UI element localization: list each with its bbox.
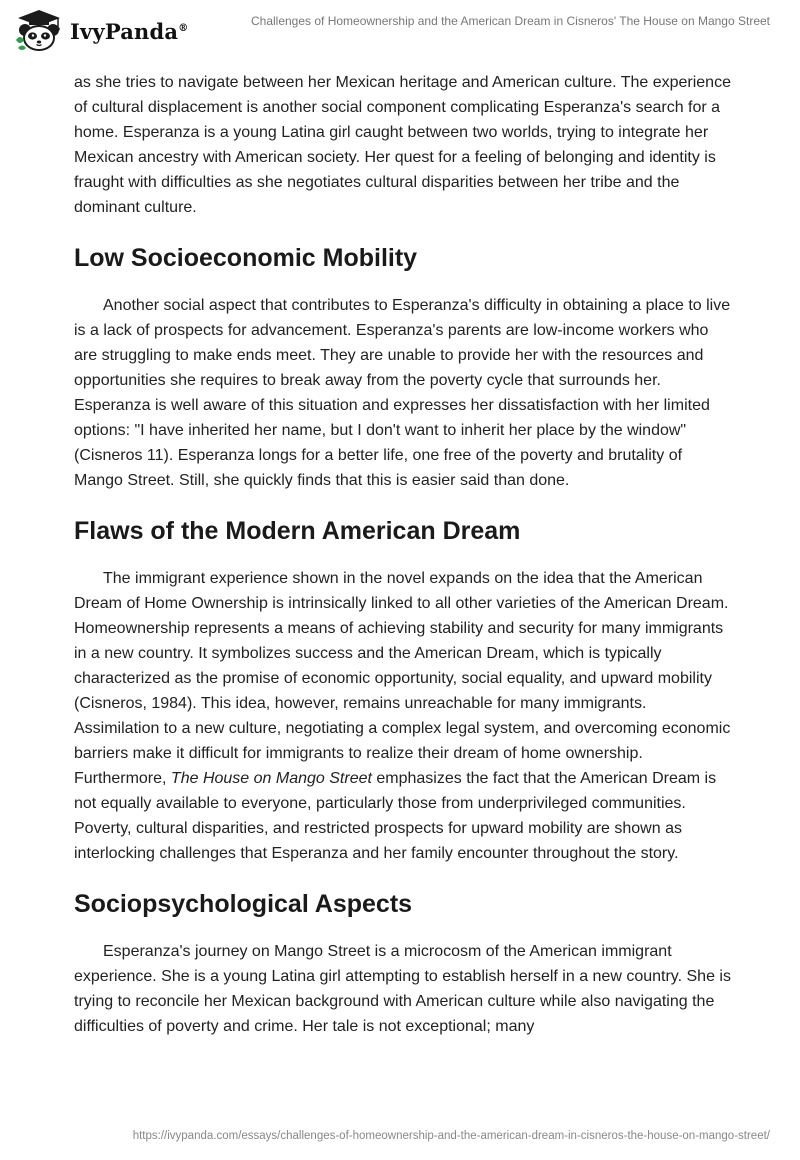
- section-heading-sociopsychological-aspects: Sociopsychological Aspects: [74, 890, 413, 918]
- section-paragraph: Esperanza's journey on Mango Street is a microcosm of the American immigrant experience. She is a young Latina girl attempting to establish herself in a new country. She is trying to reconcile her Mexican background with American culture while also navigating the difficulties of poverty and crime. Her tale is not exceptional; many: [74, 943, 731, 1035]
- source-url[interactable]: https://ivypanda.com/essays/challenges-of-homeownership-and-the-american-dream-in-cisneros-the-house-on-mango-street/: [132, 1130, 770, 1142]
- section-paragraph: [74, 566, 734, 866]
- paragraph-text: The immigrant experience shown in the novel expands on the idea that the American Dream of Home Ownership is intrinsically linked to all other varieties of the American Dream. Homeownership represents a means of achieving stability and security for many immigrants in a new country. It symbolizes success and the American Dream, which is typically characterized as the promise of economic opportunity, social equality, and upward mobility (Cisneros, 1984). This idea, however, remains unreachable for many immigrants. Assimilation to a new culture, negotiating a complex legal system, and overcoming economic barriers make it difficult for immigrants to realize their dream of home ownership. Furthermore,: [74, 570, 731, 787]
- registered-mark: ®: [178, 22, 189, 34]
- essay-content: [74, 70, 734, 1039]
- paragraph-text: emphasizes the fact that the American Dream is not equally available to everyone, particularly those from underprivileged communities. Poverty, cultural disparities, and restricted prospects for upward mobility are shown as interlocking challenges that Esperanza and her family encounter throughout the story.: [74, 770, 717, 862]
- section-paragraph: Another social aspect that contributes to Esperanza's difficulty in obtaining a place to live is a lack of prospects for advancement. Esperanza's parents are low-income workers who are struggling to make ends meet. They are unable to provide her with the resources and opportunities she requires to break away from the poverty cycle that surrounds her. Esperanza is well aware of this situation and expresses her dissatisfaction with her limited options: "I have inherited her name, but I don't want to inherit her place by the window" (Cisneros 11). Esperanza longs for a better life, one free of the poverty and brutality of Mango Street. Still, she quickly finds that this is easier said than done.: [74, 297, 731, 489]
- document-title: Challenges of Homeownership and the American Dream in Cisneros' The House on Mango Street: [250, 14, 770, 28]
- ivypanda-logo[interactable]: [14, 8, 188, 52]
- section-heading-flaws-of-american-dream: Flaws of the Modern American Dream: [74, 517, 521, 545]
- brand-name: IvyPanda®: [70, 18, 189, 44]
- intro-paragraph: as she tries to navigate between her Mexican heritage and American culture. The experience of cultural displacement is another social component complicating Esperanza's search for a home. Esperanza is a young Latina girl caught between two worlds, trying to integrate her Mexican ancestry with American society. Her quest for a feeling of belonging and identity is fraught with difficulties as she negotiates cultural disparities between her tribe and the dominant culture.: [74, 74, 731, 216]
- page-header: [0, 0, 800, 56]
- section-heading-low-socioeconomic-mobility: Low Socioeconomic Mobility: [74, 244, 418, 272]
- panda-graduate-icon: [14, 8, 64, 52]
- book-title: The House on Mango Street: [170, 770, 372, 787]
